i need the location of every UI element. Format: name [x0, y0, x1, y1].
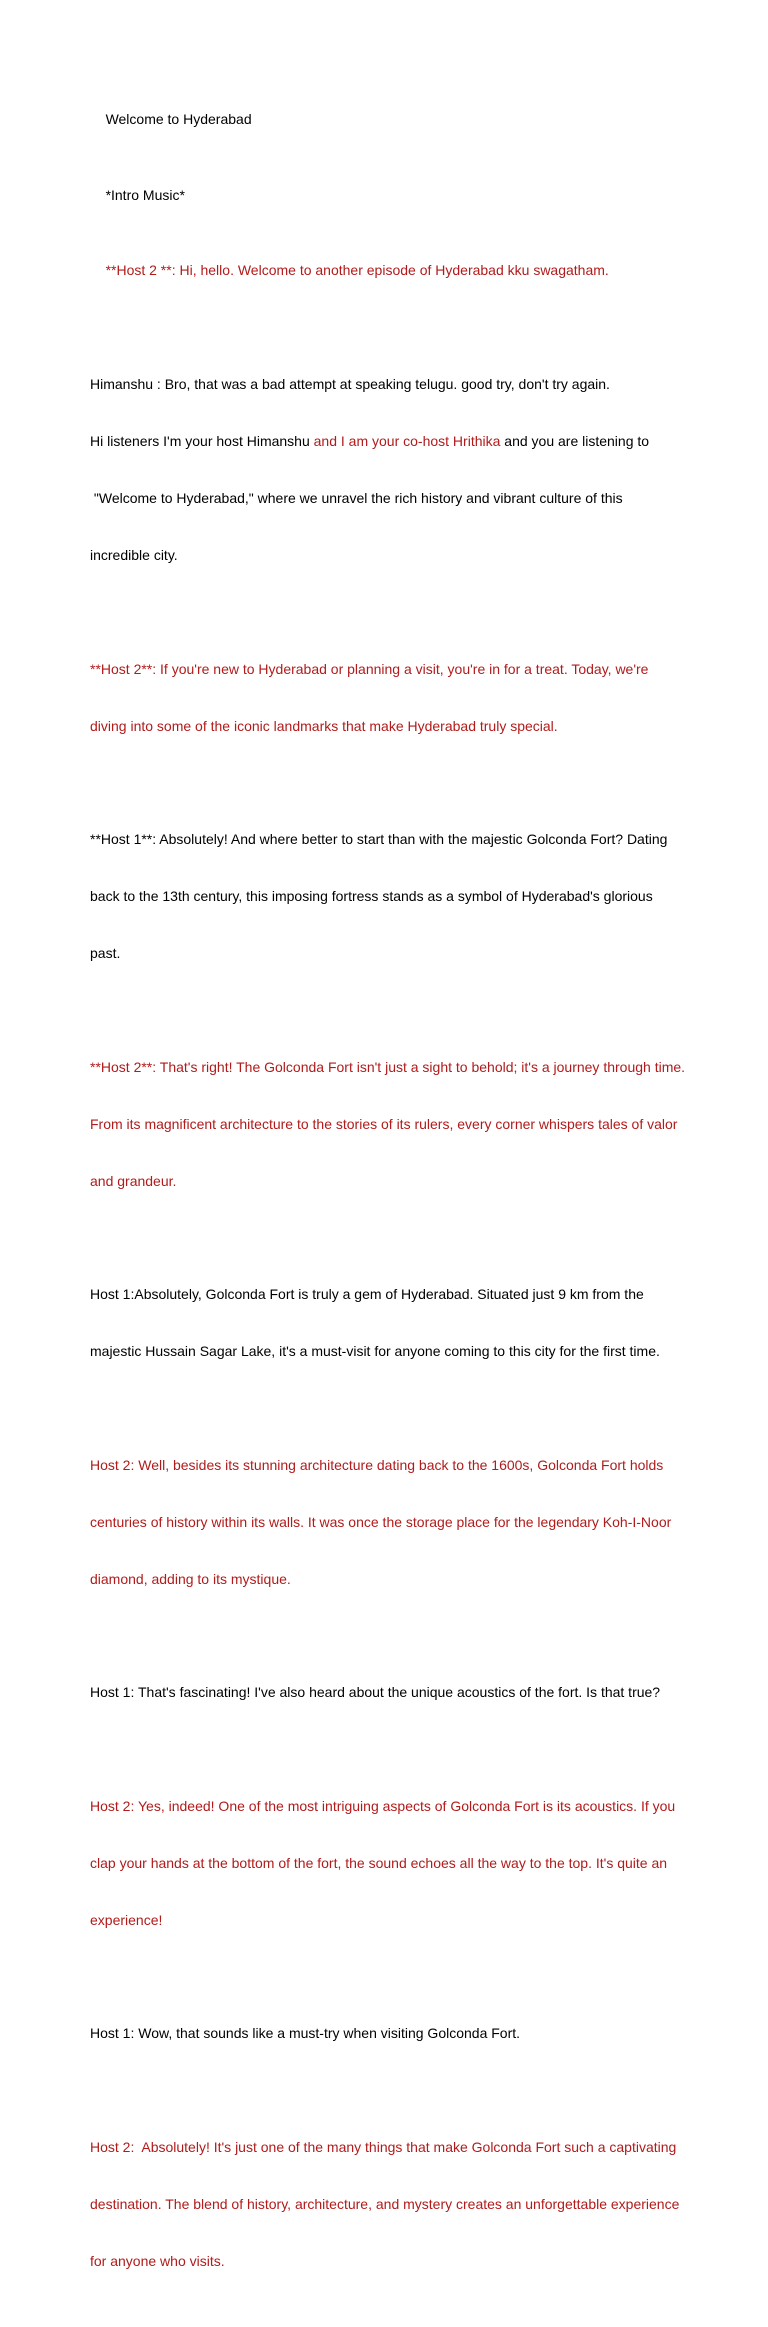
himanshu-line-4: incredible city. [90, 547, 178, 563]
host1-wow-paragraph [90, 1986, 690, 2081]
paragraph-line: diamond, adding to its mystique. [90, 1570, 291, 1587]
host2-greeting [90, 242, 690, 299]
paragraph-line: experience! [90, 1911, 163, 1928]
host2-yes-paragraph [90, 1759, 690, 1968]
paragraph-line: diving into some of the iconic landmarks that make Hyderabad truly special. [90, 717, 558, 734]
paragraph-line: for anyone who visits. [90, 2252, 225, 2269]
hrithika-cohost-text: and I am your co-host Hrithika [313, 433, 501, 449]
host2-greeting-text: **Host 2 **: Hi, hello. Welcome to another episode of Hyderabad kku swagatham. [105, 262, 609, 278]
title-text: Welcome to Hyderabad [105, 111, 252, 127]
document-title [90, 91, 690, 148]
paragraph-line: centuries of history within its walls. It was once the storage place for the legendary Koh-I-Noor [90, 1513, 672, 1530]
paragraph-line: **Host 2**: That's right! The Golconda Fort isn't just a sight to behold; it's a journey through time. [90, 1058, 686, 1075]
himanshu-line-1: Himanshu : Bro, that was a bad attempt at speaking telugu. good try, don't try again. [90, 376, 610, 392]
host1-absolutely-paragraph [90, 792, 690, 1001]
paragraph-line: destination. The blend of history, architecture, and mystery creates an unforgettable experience [90, 2195, 680, 2212]
himanshu-intro-paragraph [90, 337, 690, 603]
paragraph-line: **Host 2**: If you're new to Hyderabad or planning a visit, you're in for a treat. Today, we're [90, 660, 649, 677]
paragraph-line: Host 1: Wow, that sounds like a must-try when visiting Golconda Fort. [90, 2025, 521, 2041]
paragraph-line: **Host 1**: Absolutely! And where better to start than with the majestic Golconda Fort? Dating [90, 831, 668, 847]
paragraph-line: Host 1: That's fascinating! I've also heard about the unique acoustics of the fort. Is that true? [90, 1684, 661, 1700]
host2-final-paragraph [90, 2100, 690, 2309]
paragraph-line: majestic Hussain Sagar Lake, it's a must-visit for anyone coming to this city for the first time. [90, 1343, 660, 1359]
paragraph-line: From its magnificent architecture to the stories of its rulers, every corner whispers tales of valor [90, 1115, 678, 1132]
listening-text: and you are listening to [500, 433, 650, 449]
himanshu-host-text: Hi listeners I'm your host Himanshu [90, 433, 314, 449]
paragraph-line: clap your hands at the bottom of the fort, the sound echoes all the way to the top. It's quite an [90, 1854, 668, 1871]
paragraph-line: Host 2: Yes, indeed! One of the most intriguing aspects of Golconda Fort is its acoustics. If you [90, 1797, 676, 1814]
paragraph-line: and grandeur. [90, 1172, 177, 1189]
intro-music-note [90, 167, 690, 224]
host2-right-paragraph [90, 1020, 690, 1229]
himanshu-line-2 [90, 432, 690, 451]
paragraph-line: back to the 13th century, this imposing fortress stands as a symbol of Hyderabad's glorious [90, 888, 653, 904]
intro-text: *Intro Music* [105, 186, 185, 203]
paragraph-line: past. [90, 945, 121, 961]
himanshu-line-3: "Welcome to Hyderabad," where we unravel the rich history and vibrant culture of this [90, 490, 623, 506]
host2-new-paragraph [90, 622, 690, 774]
host2-well-paragraph [90, 1418, 690, 1627]
host1-fascinating-paragraph [90, 1645, 690, 1740]
document-page [90, 91, 690, 2327]
paragraph-line: Host 1:Absolutely, Golconda Fort is truly a gem of Hyderabad. Situated just 9 km from the [90, 1286, 644, 1302]
host1-gem-paragraph [90, 1247, 690, 1399]
paragraph-line: Host 2: Well, besides its stunning architecture dating back to the 1600s, Golconda Fort holds [90, 1456, 664, 1473]
paragraph-line: Host 2: Absolutely! It's just one of the many things that make Golconda Fort such a captivating [90, 2138, 677, 2155]
